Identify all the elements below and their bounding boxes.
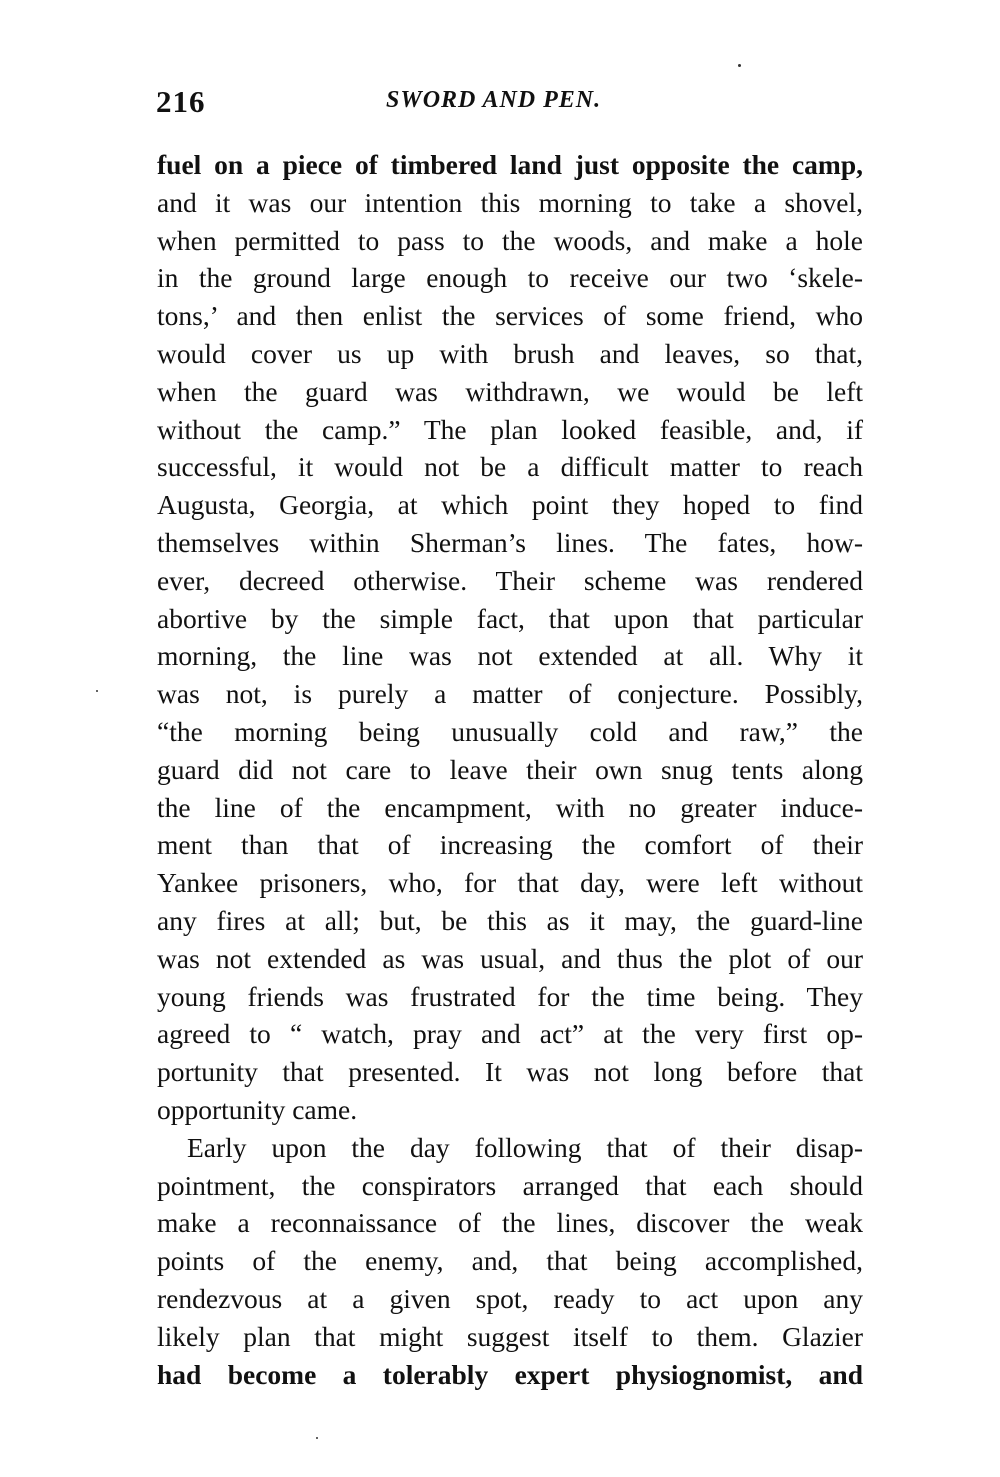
text-line: any fires at all; but, be this as it may, the guard-line [157,904,863,936]
scan-speck [316,1437,318,1439]
text-line: and it was our intention this morning to take a shovel, [157,186,863,218]
text-line: would cover us up with brush and leaves, so that, [157,337,863,369]
text-line: morning, the line was not extended at all. Why it [157,640,863,672]
body-text [157,146,863,1393]
text-line: abortive by the simple fact, that upon that particular [157,602,863,634]
text-line: successful, it would not be a difficult matter to reach [157,451,863,483]
text-line: Early upon the day following that of their disap- [187,1131,863,1163]
text-line: when permitted to pass to the woods, and make a hole [157,224,863,256]
text-line: when the guard was withdrawn, we would be left [157,375,863,407]
text-line: was not, is purely a matter of conjecture. Possibly, [157,678,863,710]
text-line: the line of the encampment, with no greater induce- [157,791,863,823]
text-line: guard did not care to leave their own snug tents along [157,753,863,785]
running-title: SWORD AND PEN. [386,87,602,113]
text-line: was not extended as was usual, and thus the plot of our [157,942,863,974]
page-number: 216 [156,84,206,119]
running-head [156,84,861,124]
text-line: points of the enemy, and, that being accomplished, [157,1245,863,1277]
text-line: “the morning being unusually cold and raw,” the [157,715,863,747]
text-line: rendezvous at a given spot, ready to act upon any [157,1282,863,1314]
text-line: opportunity came. [157,1093,358,1125]
scan-speck [738,64,741,67]
text-line: in the ground large enough to receive our two ‘skele- [157,262,863,294]
text-line: agreed to “ watch, pray and act” at the very first op- [157,1018,863,1050]
text-line: portunity that presented. It was not long before that [157,1056,863,1088]
text-line: pointment, the conspirators arranged that each should [157,1169,863,1201]
text-line: Yankee prisoners, who, for that day, were left without [157,867,863,899]
scan-speck [96,690,98,692]
text-line: likely plan that might suggest itself to them. Glazier [157,1320,863,1352]
text-line: make a reconnaissance of the lines, discover the weak [157,1207,863,1239]
text-line: fuel on a piece of timbered land just opposite the camp, [157,149,863,180]
text-line: ever, decreed otherwise. Their scheme was rendered [157,564,863,596]
text-line: Augusta, Georgia, at which point they hoped to find [157,489,863,521]
text-line: ment than that of increasing the comfort of their [157,829,863,861]
text-line: themselves within Sherman’s lines. The fates, how- [157,526,863,558]
text-line: without the camp.” The plan looked feasible, and, if [157,413,863,445]
text-line: had become a tolerably expert physiognomist, and [157,1358,863,1390]
text-line: young friends was frustrated for the time being. They [157,980,863,1012]
text-line: tons,’ and then enlist the services of some friend, who [157,300,863,332]
